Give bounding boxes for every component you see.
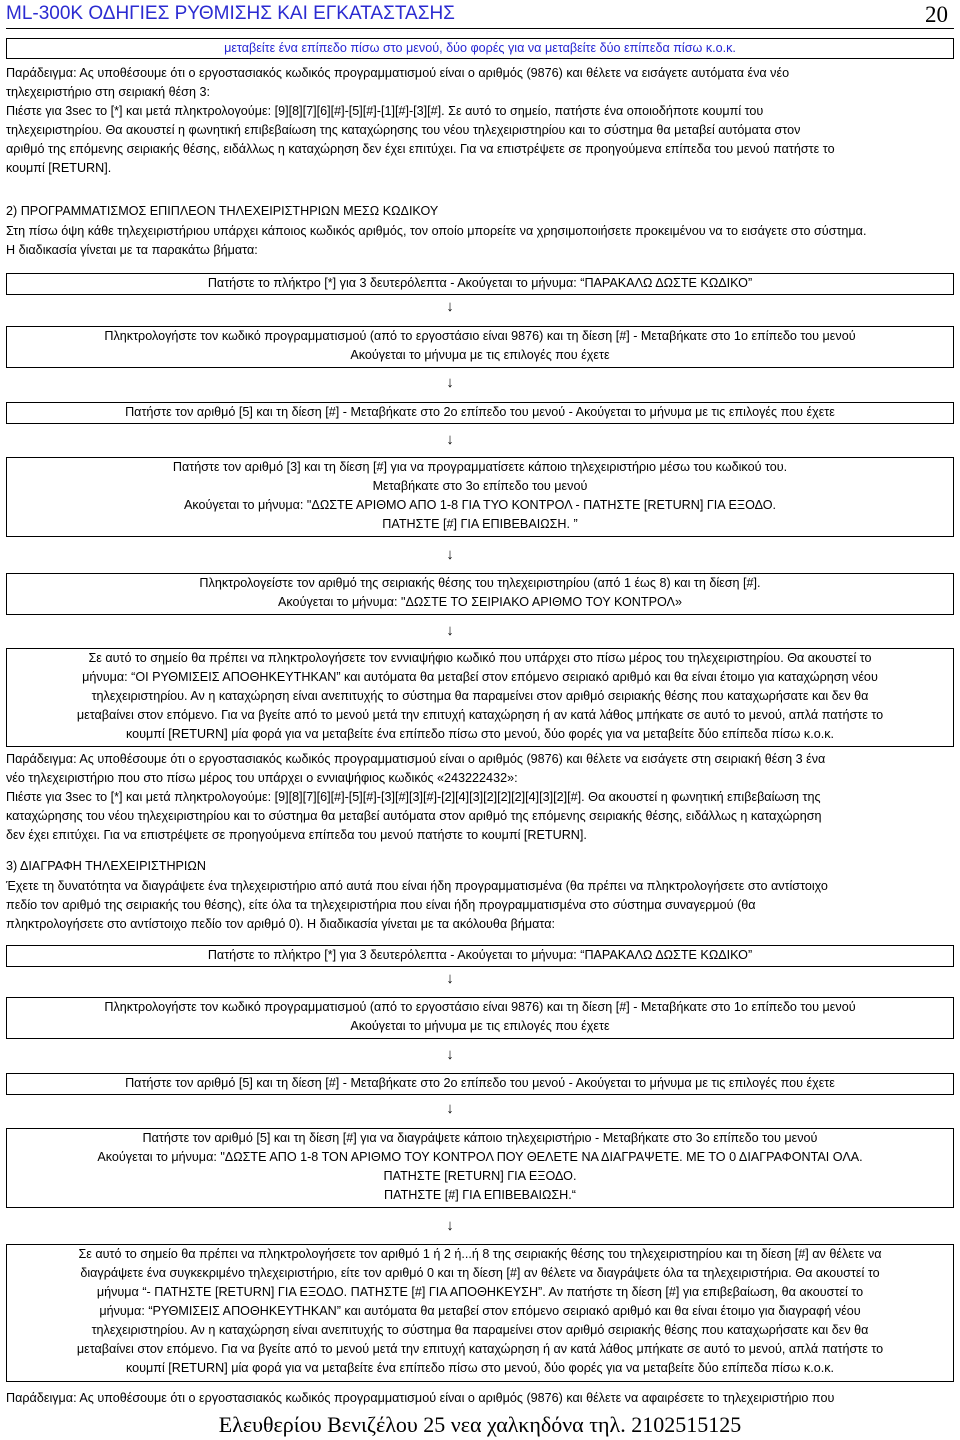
example1-line: Παράδειγμα: Ας υποθέσουμε ότι ο εργοστασιακός κωδικός προγραμματισμού είναι ο αριθμός (9876) και θέλετε να εισάγετε αυτόματα ένα νέο	[6, 66, 790, 80]
step-line: ΠΑΤΗΣΤΕ [#] ΓΙΑ ΕΠΙΒΕΒΑΙΩΣΗ. ”	[382, 517, 578, 531]
example1-line: τηλεχειριστηρίου. Θα ακουστεί η φωνητική επιβεβαίωση της καταχώρησης του νέου τηλεχειριστηρίου και το σύστημα θα μεταβεί αυτόματα στον	[6, 123, 801, 137]
step-line: Πατήστε τον αριθμό [5] και τη δίεση [#] για να διαγράψετε κάποιο τηλεχειριστήριο - Μεταβήκατε στο 3ο επίπεδο του μενού	[142, 1131, 818, 1145]
section3-step-2	[6, 997, 954, 1039]
step-line: Μεταβήκατε στο 3ο επίπεδο του μενού	[372, 479, 588, 493]
step-line: Πατήστε τον αριθμό [3] και τη δίεση [#] για να προγραμματίσετε κάποιο τηλεχειριστήριο μέσω του κωδικού του.	[172, 460, 788, 474]
down-arrow-icon: ↓	[446, 298, 454, 315]
step-line: Πληκτρολογήστε τον κωδικό προγραμματισμού (από το εργοστάσιο είναι 9876) και τη δίεση [#] - Μεταβήκατε στο 1ο επίπεδο του μενού	[104, 329, 856, 343]
example1-line: Πιέστε για 3sec το [*] και μετά πληκτρολογούμε: [9][8][7][6][#]-[5][#]-[1][#]-[3][#]. Σε αυτό το σημείο, πατήστε ένα οποιοδήποτε κουμπί του	[6, 104, 764, 118]
example1-line: κουμπί [RETURN].	[6, 161, 112, 175]
example2-line: Παράδειγμα: Ας υποθέσουμε ότι ο εργοστασιακός κωδικός προγραμματισμού είναι ο αριθμός (9876) και θέλετε να εισάγετε στη σειριακή θέση 3 ένα	[6, 752, 826, 766]
step-line: μεταβαίνει στον επόμενο. Για να βγείτε από το μενού μετά την επιτυχή καταχώρηση ή αν κατά λάθος μπήκατε σε αυτό το μενού, απλά πατήστε το	[76, 708, 884, 722]
down-arrow-icon: ↓	[446, 1100, 454, 1117]
step-line: τηλεχειριστηρίου. Αν η καταχώρηση είναι ανεπιτυχής το σύστημα θα παραμείνει στον αριθμό σειριακής θέσης που καταχωρήσατε και δεν θα	[91, 689, 869, 703]
down-arrow-icon: ↓	[446, 546, 454, 563]
section3-step-3	[6, 1073, 954, 1095]
header-title: ML-300K ΟΔΗΓΙΕΣ ΡΥΘΜΙΣΗΣ ΚΑΙ ΕΓΚΑΤΑΣΤΑΣΗΣ	[6, 3, 455, 24]
step-line: ΠΑΤΗΣΤΕ [#] ΓΙΑ ΕΠΙΒΕΒΑΙΩΣΗ.“	[384, 1188, 576, 1202]
example1-line: αριθμό της επόμενης σειριακής θέσης, ειδάλλως η καταχώρηση δεν έχει επιτύχει. Για να επιστρέψετε σε προηγούμενα επίπεδα του μενού πατήστε το	[6, 142, 835, 156]
step-line: μήνυμα: “ΡΥΘΜΙΣΕΙΣ ΑΠΟΘΗΚΕΥΤΗΚΑΝ” και αυτόματα θα μεταβεί στον επόμενο σειριακό αριθμό και θα είναι έτοιμο για διαγραφή νέου	[99, 1304, 861, 1318]
example2-line: νέο τηλεχειριστήριο που στο πίσω μέρος του υπάρχει ο εννιαψήφιος κωδικός «243222432»:	[6, 771, 518, 785]
step-line: Πατήστε το πλήκτρο [*] για 3 δευτερόλεπτα - Ακούγεται το μήνυμα: “ΠΑΡΑΚΑΛΩ ΔΩΣΤΕ ΚΩΔΙΚΟ”	[207, 948, 753, 962]
step-line: μήνυμα “- ΠΑΤΗΣΤΕ [RETURN] ΓΙΑ ΕΞΟΔΟ. ΠΑΤΗΣΤΕ [#] ΓΙΑ ΑΠΟΘΗΚΕΥΣΗ”. Αν πατήστε τη δίεση [#] για επιβεβαίωση, θα ακουστεί το	[96, 1285, 864, 1299]
section2-step-3	[6, 402, 954, 424]
down-arrow-icon: ↓	[446, 1217, 454, 1234]
section2-step-2	[6, 326, 954, 368]
step-line: Πατήστε το πλήκτρο [*] για 3 δευτερόλεπτα - Ακούγεται το μήνυμα: “ΠΑΡΑΚΑΛΩ ΔΩΣΤΕ ΚΩΔΙΚΟ”	[207, 276, 753, 290]
example2-line: Πιέστε για 3sec το [*] και μετά πληκτρολογούμε: [9][8][7][6][#]-[5][#]-[3][#][3][#]-[2][4][3][2][2][2][4][3][2][#]. Θα ακουστεί η φωνητική επιβεβαίωση της	[6, 790, 821, 804]
example2-line: δεν έχει επιτύχει. Για να επιστρέψετε σε προηγούμενα επίπεδα του μενού πατήστε το κουμπί [RETURN].	[6, 828, 587, 842]
section2-intro	[6, 222, 866, 260]
section3-step-4	[6, 1128, 954, 1208]
down-arrow-icon: ↓	[446, 374, 454, 391]
example2-paragraph	[6, 750, 825, 845]
step-line: Πληκτρολογήστε τον κωδικό προγραμματισμού (από το εργοστάσιο είναι 9876) και τη δίεση [#] - Μεταβήκατε στο 1ο επίπεδο του μενού	[104, 1000, 856, 1014]
step-line: Ακούγεται το μήνυμα με τις επιλογές που έχετε	[350, 1019, 610, 1033]
section3-heading: 3) ΔΙΑΓΡΑΦΗ ΤΗΛΕΧΕΙΡΙΣΤΗΡΙΩΝ	[6, 859, 206, 873]
step-line: κουμπί [RETURN] μία φορά για να μεταβείτε ένα επίπεδο πίσω στο μενού, δύο φορές για να μεταβείτε δύο επίπεδα πίσω κ.ο.κ.	[125, 1361, 834, 1375]
down-arrow-icon: ↓	[446, 622, 454, 639]
step-line: κουμπί [RETURN] μία φορά για να μεταβείτε ένα επίπεδο πίσω στο μενού, δύο φορές για να μεταβείτε δύο επίπεδα πίσω κ.ο.κ.	[125, 727, 834, 741]
section3-step-1	[6, 945, 954, 967]
step-line: Πατήστε τον αριθμό [5] και τη δίεση [#] - Μεταβήκατε στο 2ο επίπεδο του μενού - Ακούγεται το μήνυμα με τις επιλογές που έχετε	[125, 405, 835, 419]
step-line: Σε αυτό το σημείο θα πρέπει να πληκτρολογήσετε τον αριθμό 1 ή 2 ή...ή 8 της σειριακής θέσης του τηλεχειριστηρίου και τη δίεση [#] αν θέλετε να	[78, 1247, 882, 1261]
step-line: Ακούγεται το μήνυμα με τις επιλογές που έχετε	[350, 348, 610, 362]
page-footer: Ελευθερίου Βενιζέλου 25 νεα χαλκηδόνα τηλ. 2102515125	[218, 1412, 742, 1437]
section3-intro	[6, 877, 828, 934]
step-line: διαγράψετε ένα συγκεκριμένο τηλεχειριστήριο, είτε τον αριθμό 0 και τη δίεση [#] αν θέλετε να διαγράψετε όλα τα τηλεχειριστήρια. Θα ακουστεί το	[80, 1266, 880, 1280]
section2-step-1	[6, 273, 954, 295]
step-line: Ακούγεται το μήνυμα: "ΔΩΣΤΕ ΑΡΙΘΜΟ ΑΠΟ 1-8 ΓΙΑ ΤΥΟ ΚΟΝΤΡΟΛ - ΠΑΤΗΣΤΕ [RETURN] ΓΙΑ ΕΞΟΔΟ.	[183, 498, 777, 512]
top-box-text: μεταβείτε ένα επίπεδο πίσω στο μενού, δύο φορές για να μεταβείτε δύο επίπεδα πίσω κ.ο.κ.	[224, 41, 736, 55]
step-line: Ακούγεται το μήνυμα: "ΔΩΣΤΕ ΑΠΟ 1-8 ΤΟΝ ΑΡΙΘΜΟ ΤΟΥ ΚΟΝΤΡΟΛ ΠΟΥ ΘΕΛΕΤΕ ΝΑ ΔΙΑΓΡΑΨΕΤΕ. ΜΕ ΤΟ 0 ΔΙΑΓΡΑΦΟΝΤΑΙ ΟΛΑ.	[97, 1150, 863, 1164]
page-header	[6, 2, 954, 29]
example2-line: καταχώρησης του νέου τηλεχειριστηρίου και το σύστημα θα μεταβεί αυτόματα στον αριθμό της επόμενης σειριακής θέσης, ειδάλλως η καταχώρηση	[6, 809, 822, 823]
final-example-line: Παράδειγμα: Ας υποθέσουμε ότι ο εργοστασιακός κωδικός προγραμματισμού είναι ο αριθμός (9876) και θέλετε να αφαιρέσετε το τηλεχειριστήριο που	[6, 1391, 835, 1405]
example1-line: τηλεχειριστήριο στη σειριακή θέση 3:	[6, 85, 210, 99]
step-line: Πατήστε τον αριθμό [5] και τη δίεση [#] - Μεταβήκατε στο 2ο επίπεδο του μενού - Ακούγεται το μήνυμα με τις επιλογές που έχετε	[125, 1076, 835, 1090]
section2-heading: 2) ΠΡΟΓΡΑΜΜΑΤΙΣΜΟΣ ΕΠΙΠΛΕΟΝ ΤΗΛΕΧΕΙΡΙΣΤΗΡΙΩΝ ΜΕΣΩ ΚΩΔΙΚΟΥ	[6, 204, 439, 218]
top-continuation-box	[6, 38, 954, 59]
section3-step-5	[6, 1244, 954, 1382]
page-number: 20	[925, 2, 948, 27]
step-line: Πληκτρολογείστε τον αριθμό της σειριακής θέσης του τηλεχειριστηρίου (από 1 έως 8) και τη δίεση [#].	[199, 576, 761, 590]
example1-paragraph	[6, 64, 835, 178]
section2-intro-line: Η διαδικασία γίνεται με τα παρακάτω βήματα:	[6, 243, 258, 257]
down-arrow-icon: ↓	[446, 431, 454, 448]
down-arrow-icon: ↓	[446, 970, 454, 987]
step-line: Σε αυτό το σημείο θα πρέπει να πληκτρολογήσετε τον εννιαψήφιο κωδικό που υπάρχει στο πίσω μέρος του τηλεχειριστηρίου. Θα ακουστεί το	[88, 651, 872, 665]
step-line: μήνυμα: “ΟΙ ΡΥΘΜΙΣΕΙΣ ΑΠΟΘΗΚΕΥΤΗΚΑΝ” και αυτόματα θα μεταβεί στον επόμενο σειριακό αριθμό και θα είναι έτοιμο για καταχώρηση νέου	[82, 670, 878, 684]
step-line: ΠΑΤΗΣΤΕ [RETURN] ΓΙΑ ΕΞΟΔΟ.	[383, 1169, 577, 1183]
step-line: Ακούγεται το μήνυμα: "ΔΩΣΤΕ ΤΟ ΣΕΙΡΙΑΚΟ ΑΡΙΘΜΟ ΤΟΥ ΚΟΝΤΡΟΛ»	[278, 595, 682, 609]
section2-step-5	[6, 573, 954, 615]
section2-step-6	[6, 648, 954, 747]
section3-intro-line: πεδίο τον αριθμό της σειριακής του θέσης), είτε όλα τα τηλεχειριστήρια που είναι ήδη προγραμματισμένα στο σύστημα συναγερμού (θα	[6, 898, 756, 912]
step-line: τηλεχειριστηρίου. Αν η καταχώρηση είναι ανεπιτυχής το σύστημα θα παραμείνει στον αριθμό σειριακής θέσης που καταχωρήσατε και δεν θα	[91, 1323, 869, 1337]
down-arrow-icon: ↓	[446, 1046, 454, 1063]
section2-step-4	[6, 457, 954, 537]
section3-intro-line: Έχετε τη δυνατότητα να διαγράψετε ένα τηλεχειριστήριο από αυτά που είναι ήδη προγραμματισμένα (θα πρέπει να πληκτρολογήσετε στο αντίστοιχο	[6, 879, 828, 893]
section2-intro-line: Στη πίσω όψη κάθε τηλεχειριστήριου υπάρχει κάποιος κωδικός αριθμός, τον οποίο μπορείτε να χρησιμοποιήσετε προκειμένου να το εισάγετε στο σύστημα.	[6, 224, 867, 238]
step-line: μεταβαίνει στον επόμενο. Για να βγείτε από το μενού μετά την επιτυχή καταχώρηση ή αν κατά λάθος μπήκατε σε αυτό το μενού, απλά πατήστε το	[76, 1342, 884, 1356]
section3-intro-line: πληκτρολογήσετε στο αντίστοιχο πεδίο τον αριθμό 0). Η διαδικασία γίνεται με τα ακόλουθα βήματα:	[6, 917, 555, 931]
